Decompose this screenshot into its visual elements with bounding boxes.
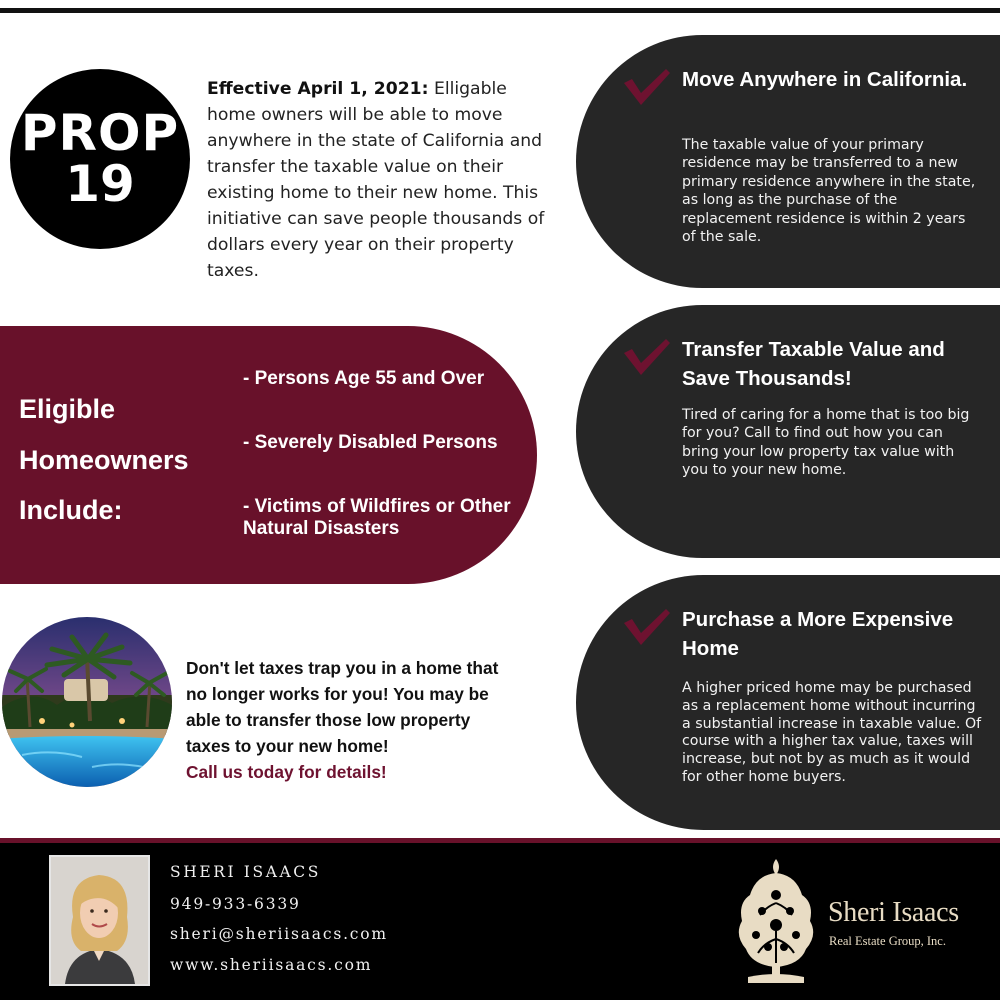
call-to-action	[186, 655, 516, 785]
benefit-body: A higher priced home may be purchased as a replacement home without incurring a substantial increase in taxable value. Of course with a higher tax value, taxes will increase, but not by as much as it would for other home buyers.	[682, 680, 982, 785]
agent-email[interactable]: sheri@sheriisaacs.com	[170, 925, 388, 943]
prop-number: 19	[65, 155, 135, 213]
brand-name: Sheri Isaacs	[828, 897, 959, 928]
checkmark-icon	[622, 337, 672, 377]
benefit-body: The taxable value of your primary residence may be transferred to a new primary residence anywhere in the state, as long as the purchase of the replacement residence is within 2 years of the sale.	[682, 137, 976, 246]
cta-highlight: Call us today for details!	[186, 762, 387, 782]
pool-photo	[2, 617, 172, 787]
benefit-title: Purchase a More Expensive Home	[682, 608, 954, 660]
agent-website[interactable]: www.sheriisaacs.com	[170, 956, 373, 974]
eligibility-item: - Victims of Wildfires or Other Natural Disasters	[243, 496, 511, 539]
eligibility-item: - Severely Disabled Persons	[243, 432, 498, 453]
benefit-body: Tired of caring for a home that is too big for you? Call to find out how you can bring your low property tax value with you to your new home.	[682, 407, 970, 479]
cta-text: Don't let taxes trap you in a home that no longer works for you! You may be able to transfer those low property taxes to your new home!	[186, 658, 499, 756]
eligibility-heading-line: Include:	[19, 495, 123, 525]
agent-headshot	[49, 855, 150, 986]
prop-label: PROP	[20, 104, 180, 162]
eligibility-heading	[19, 384, 239, 536]
prop-19-badge	[10, 69, 190, 249]
eligibility-item: - Persons Age 55 and Over	[243, 368, 485, 389]
brand-logo-tree-icon	[730, 855, 822, 987]
intro-lead: Effective April 1, 2021:	[207, 79, 429, 99]
brand-subtitle: Real Estate Group, Inc.	[829, 934, 946, 948]
benefit-title: Move Anywhere in California.	[682, 68, 968, 91]
benefit-card-more-expensive-home	[576, 575, 1000, 830]
agent-phone[interactable]: 949-933-6339	[170, 895, 301, 913]
benefit-card-move-anywhere	[576, 35, 1000, 288]
eligibility-heading-line: Homeowners	[19, 444, 189, 475]
checkmark-icon	[622, 607, 672, 647]
intro-paragraph	[207, 76, 557, 284]
checkmark-icon	[622, 67, 672, 107]
footer	[0, 843, 1000, 1000]
eligibility-panel	[0, 326, 537, 584]
top-rule	[0, 8, 1000, 13]
agent-name: SHERI ISAACS	[170, 863, 321, 881]
benefit-title: Transfer Taxable Value and Save Thousands!	[682, 338, 945, 390]
eligibility-heading-line: Eligible	[19, 394, 116, 424]
intro-body: Elligable home owners will be able to move anywhere in the state of California and transfer the taxable value on their existing home to their new home. This initiative can save people thousands of dollars every year on their property taxes.	[207, 79, 545, 281]
benefit-card-transfer-value	[576, 305, 1000, 558]
